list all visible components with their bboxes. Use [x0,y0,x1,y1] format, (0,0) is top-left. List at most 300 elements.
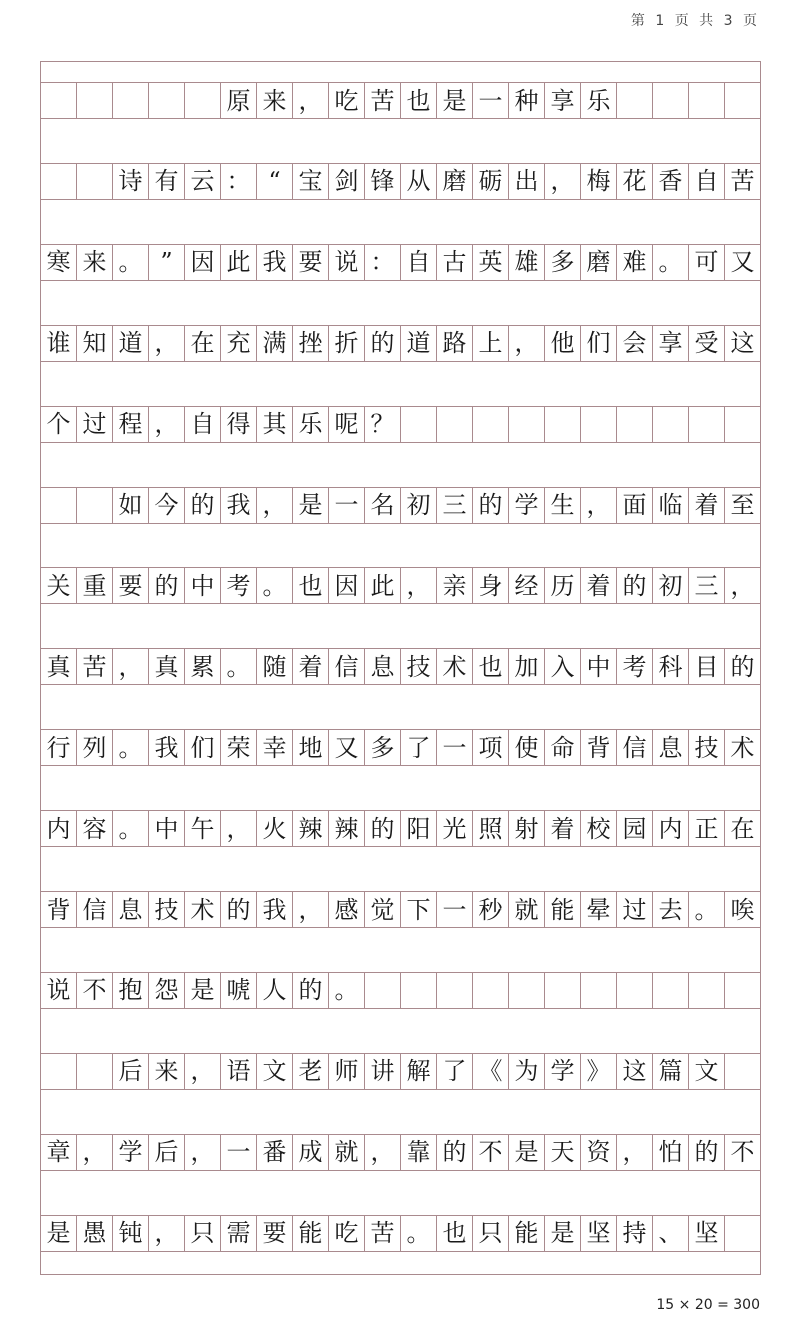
word-count: 15 × 20 = 300 [656,1297,760,1313]
grid-cell: 术 [724,730,761,765]
grid-cell: 。 [328,973,364,1008]
grid-cell: 因 [328,568,364,603]
grid-cell: 一 [472,83,508,118]
grid-cell [40,83,76,118]
grid-cell [436,407,472,442]
grid-cell: 光 [436,811,472,846]
grid-cell: 荣 [220,730,256,765]
grid-cell: 三 [436,488,472,523]
grid-cell [472,407,508,442]
grid-cell [724,407,761,442]
grid-cell: 身 [472,568,508,603]
grid-cell: 们 [184,730,220,765]
grid-cell: 钝 [112,1216,148,1251]
grid-cell: 技 [400,649,436,684]
grid-cell: 命 [544,730,580,765]
grid-cell: 折 [328,326,364,361]
grid-cell: 是 [436,83,472,118]
grid-cell: 唬 [220,973,256,1008]
grid-row [40,325,761,362]
grid-cell: 容 [76,811,112,846]
grid-cell: 考 [616,649,652,684]
grid-cell: 辣 [328,811,364,846]
grid-cell: 是 [544,1216,580,1251]
grid-cell: 也 [292,568,328,603]
grid-cell [616,83,652,118]
grid-cell: 照 [472,811,508,846]
grid-cell: 砺 [472,164,508,199]
grid-cell: 成 [292,1135,328,1170]
grid-cell: 我 [220,488,256,523]
grid-cell: 一 [436,892,472,927]
grid-row [40,567,761,604]
grid-cell: 。 [400,1216,436,1251]
grid-row [40,163,761,200]
grid-cell: 呢 [328,407,364,442]
grid-cell: 剑 [328,164,364,199]
grid-cell [580,973,616,1008]
grid-cell: ， [400,568,436,603]
grid-cell: 觉 [364,892,400,927]
grid-cell: 经 [508,568,544,603]
grid-cell: 重 [76,568,112,603]
grid-cell [400,407,436,442]
grid-cell: 有 [148,164,184,199]
grid-cell: 幸 [256,730,292,765]
grid-cell: 感 [328,892,364,927]
grid-cell: “ [256,164,292,199]
grid-row [40,648,761,685]
grid-cell: 多 [364,730,400,765]
grid-cell: 息 [652,730,688,765]
grid-cell: 累 [184,649,220,684]
grid-cell: 我 [256,245,292,280]
grid-cell: 讲 [364,1054,400,1089]
grid-cell: 吃 [328,1216,364,1251]
grid-cell: 可 [688,245,724,280]
grid-cell: 的 [184,488,220,523]
grid-cell: 的 [364,811,400,846]
grid-cell [364,973,400,1008]
grid-cell: 这 [724,326,761,361]
grid-cell: 这 [616,1054,652,1089]
grid-cell: 技 [688,730,724,765]
grid-row [40,1053,761,1090]
grid-cell: 是 [40,1216,76,1251]
grid-cell: 的 [148,568,184,603]
grid-cell: 过 [616,892,652,927]
grid-cell: 的 [616,568,652,603]
grid-cell: 是 [184,973,220,1008]
grid-cell [652,83,688,118]
grid-cell: 谁 [40,326,76,361]
grid-cell: 挫 [292,326,328,361]
grid-cell [112,83,148,118]
grid-cell: 过 [76,407,112,442]
grid-cell: 们 [580,326,616,361]
grid-cell: 从 [400,164,436,199]
grid-cell: 。 [688,892,724,927]
grid-cell: 后 [148,1135,184,1170]
grid-cell: 磨 [436,164,472,199]
grid-cell: 道 [400,326,436,361]
grid-cell: 、 [652,1216,688,1251]
grid-cell: 受 [688,326,724,361]
grid-cell: 关 [40,568,76,603]
grid-cell: 坚 [580,1216,616,1251]
grid-cell: ： [364,245,400,280]
grid-cell: 的 [436,1135,472,1170]
grid-cell: ， [148,326,184,361]
grid-cell: 出 [508,164,544,199]
grid-cell: 苦 [364,1216,400,1251]
grid-cell: 生 [544,488,580,523]
grid-cell [616,973,652,1008]
grid-cell: 上 [472,326,508,361]
grid-cell: 难 [616,245,652,280]
grid-cell: 初 [400,488,436,523]
grid-cell: 能 [508,1216,544,1251]
grid-row [40,82,761,119]
grid-cell [724,1054,761,1089]
grid-cell: 就 [328,1135,364,1170]
grid-cell: 晕 [580,892,616,927]
grid-cell: 解 [400,1054,436,1089]
grid-cell: 目 [688,649,724,684]
grid-cell: 息 [364,649,400,684]
grid-cell: 息 [112,892,148,927]
grid-cell: 个 [40,407,76,442]
grid-cell: ， [148,407,184,442]
grid-cell: 靠 [400,1135,436,1170]
grid-cell: ， [508,326,544,361]
grid-cell: 此 [364,568,400,603]
grid-row [40,972,761,1009]
grid-row [40,810,761,847]
grid-cell: 享 [544,83,580,118]
grid-cell: 的 [688,1135,724,1170]
grid-row [40,244,761,281]
grid-cell: 老 [292,1054,328,1089]
grid-cell: 信 [76,892,112,927]
grid-cell [76,1054,112,1089]
grid-cell: 享 [652,326,688,361]
grid-cell: ， [616,1135,652,1170]
grid-cell: 自 [400,245,436,280]
grid-cell: 正 [688,811,724,846]
grid-cell: 苦 [724,164,761,199]
grid-cell: 唉 [724,892,761,927]
grid-cell: 天 [544,1135,580,1170]
grid-cell: 《 [472,1054,508,1089]
grid-row [40,406,761,443]
grid-cell [616,407,652,442]
grid-cell: ， [292,892,328,927]
grid-cell: 章 [40,1135,76,1170]
grid-cell: 苦 [364,83,400,118]
grid-row [40,1215,761,1252]
grid-cell [76,164,112,199]
grid-cell: 苦 [76,649,112,684]
grid-cell [508,973,544,1008]
grid-row [40,891,761,928]
grid-cell [724,83,761,118]
grid-cell: 背 [40,892,76,927]
grid-cell: 花 [616,164,652,199]
grid-cell [184,83,220,118]
grid-cell: 来 [76,245,112,280]
grid-cell: 去 [652,892,688,927]
grid-cell: 学 [508,488,544,523]
grid-cell: 午 [184,811,220,846]
grid-cell [544,973,580,1008]
grid-cell [436,973,472,1008]
grid-cell: ” [148,245,184,280]
grid-cell: 持 [616,1216,652,1251]
grid-cell: ， [184,1135,220,1170]
grid-cell: 加 [508,649,544,684]
grid-row [40,1134,761,1171]
grid-cell: 也 [400,83,436,118]
grid-cell: 知 [76,326,112,361]
grid-cell: 名 [364,488,400,523]
grid-cell: 初 [652,568,688,603]
grid-cell: 因 [184,245,220,280]
grid-cell: 园 [616,811,652,846]
grid-cell: 今 [148,488,184,523]
grid-cell: 真 [40,649,76,684]
grid-cell [652,407,688,442]
grid-cell: 面 [616,488,652,523]
grid-cell: 其 [256,407,292,442]
grid-cell: 》 [580,1054,616,1089]
grid-cell: 自 [184,407,220,442]
grid-cell: 诗 [112,164,148,199]
grid-cell [508,407,544,442]
grid-cell: 资 [580,1135,616,1170]
grid-cell: 中 [580,649,616,684]
grid-cell: 考 [220,568,256,603]
grid-cell: 英 [472,245,508,280]
grid-cell: 种 [508,83,544,118]
grid-cell: 充 [220,326,256,361]
grid-cell: 列 [76,730,112,765]
grid-cell: ， [580,488,616,523]
grid-cell: 中 [148,811,184,846]
grid-cell [40,1054,76,1089]
grid-cell: 乐 [292,407,328,442]
grid-cell: 不 [472,1135,508,1170]
grid-cell: 的 [724,649,761,684]
grid-cell: 下 [400,892,436,927]
grid-cell: 又 [328,730,364,765]
grid-cell: ， [544,164,580,199]
grid-cell: 也 [436,1216,472,1251]
grid-cell: 随 [256,649,292,684]
grid-cell: 内 [40,811,76,846]
grid-cell [688,407,724,442]
grid-cell: 云 [184,164,220,199]
grid-cell: ， [184,1054,220,1089]
grid-cell: 是 [292,488,328,523]
grid-cell: 一 [436,730,472,765]
grid-cell: 我 [148,730,184,765]
grid-cell [688,83,724,118]
grid-cell: 需 [220,1216,256,1251]
grid-cell: 寒 [40,245,76,280]
grid-cell: 中 [184,568,220,603]
grid-cell: 多 [544,245,580,280]
grid-cell: 临 [652,488,688,523]
grid-cell: 不 [724,1135,761,1170]
grid-cell: 着 [292,649,328,684]
grid-cell: 。 [220,649,256,684]
grid-cell [76,83,112,118]
grid-cell [544,407,580,442]
grid-cell: 背 [580,730,616,765]
grid-cell: 梅 [580,164,616,199]
grid-cell: 文 [256,1054,292,1089]
grid-cell: ， [256,488,292,523]
grid-cell: 阳 [400,811,436,846]
grid-cell: 坚 [688,1216,724,1251]
grid-cell: 番 [256,1135,292,1170]
grid-cell: ？ [364,407,400,442]
grid-cell: 会 [616,326,652,361]
grid-cell: 人 [256,973,292,1008]
grid-cell: 篇 [652,1054,688,1089]
grid-cell: ， [724,568,761,603]
grid-cell: 能 [292,1216,328,1251]
grid-cell: 的 [220,892,256,927]
grid-cell: 亲 [436,568,472,603]
grid-cell: 了 [436,1054,472,1089]
grid-cell: 原 [220,83,256,118]
grid-cell: 就 [508,892,544,927]
grid-cell: 怨 [148,973,184,1008]
grid-cell [688,973,724,1008]
grid-cell: 抱 [112,973,148,1008]
grid-cell: 三 [688,568,724,603]
grid-cell: 学 [544,1054,580,1089]
grid-cell [148,83,184,118]
grid-cell: 愚 [76,1216,112,1251]
grid-cell: 师 [328,1054,364,1089]
grid-cell: 秒 [472,892,508,927]
grid-cell: 射 [508,811,544,846]
grid-cell: 路 [436,326,472,361]
grid-cell: 后 [112,1054,148,1089]
grid-cell: 程 [112,407,148,442]
grid-cell: 了 [400,730,436,765]
grid-row [40,729,761,766]
grid-cell [400,973,436,1008]
grid-cell [472,973,508,1008]
grid-cell: 自 [688,164,724,199]
grid-cell: 来 [148,1054,184,1089]
grid-cell: 一 [220,1135,256,1170]
grid-cell: 校 [580,811,616,846]
grid-cell: 真 [148,649,184,684]
grid-cell: 在 [184,326,220,361]
grid-cell: 着 [580,568,616,603]
grid-cell [724,973,761,1008]
grid-cell: 火 [256,811,292,846]
grid-cell: 锋 [364,164,400,199]
grid-cell: 科 [652,649,688,684]
grid-cell: 来 [256,83,292,118]
grid-cell: 。 [112,245,148,280]
grid-cell: 要 [292,245,328,280]
grid-cell: 的 [292,973,328,1008]
grid-cell: 辣 [292,811,328,846]
grid-cell: ， [220,811,256,846]
grid-cell: 。 [112,730,148,765]
grid-cell: 使 [508,730,544,765]
grid-cell: 此 [220,245,256,280]
grid-cell: 能 [544,892,580,927]
composition-grid-sheet [40,61,761,1275]
grid-cell: 信 [616,730,652,765]
grid-cell: 内 [652,811,688,846]
grid-cell: ， [112,649,148,684]
grid-cell: 道 [112,326,148,361]
grid-cell [724,1216,761,1251]
grid-cell: 语 [220,1054,256,1089]
grid-cell: 项 [472,730,508,765]
grid-cell: 古 [436,245,472,280]
grid-cell: 不 [76,973,112,1008]
grid-cell [40,488,76,523]
grid-cell: 如 [112,488,148,523]
grid-cell: 信 [328,649,364,684]
grid-cell: 的 [472,488,508,523]
grid-cell: 吃 [328,83,364,118]
grid-cell: 要 [112,568,148,603]
grid-cell: 雄 [508,245,544,280]
grid-cell: 又 [724,245,761,280]
grid-cell: 文 [688,1054,724,1089]
grid-cell: 他 [544,326,580,361]
grid-cell: 为 [508,1054,544,1089]
grid-cell: 磨 [580,245,616,280]
grid-cell: 行 [40,730,76,765]
grid-cell: 一 [328,488,364,523]
grid-cell: 香 [652,164,688,199]
grid-cell: 至 [724,488,761,523]
grid-cell: ， [292,83,328,118]
grid-cell: 术 [184,892,220,927]
grid-cell: 地 [292,730,328,765]
grid-cell: 说 [328,245,364,280]
grid-cell: 乐 [580,83,616,118]
grid-row [40,487,761,524]
page-indicator: 第 1 页 共 3 页 [630,13,760,29]
grid-cell: 技 [148,892,184,927]
grid-cell: 着 [544,811,580,846]
grid-cell: 只 [472,1216,508,1251]
grid-cell: 历 [544,568,580,603]
grid-cell: ， [364,1135,400,1170]
grid-cell: 得 [220,407,256,442]
grid-cell: 。 [112,811,148,846]
grid-cell: 在 [724,811,761,846]
grid-cell: 的 [364,326,400,361]
grid-cell [76,488,112,523]
grid-cell [40,164,76,199]
grid-cell: 怕 [652,1135,688,1170]
grid-cell: 学 [112,1135,148,1170]
